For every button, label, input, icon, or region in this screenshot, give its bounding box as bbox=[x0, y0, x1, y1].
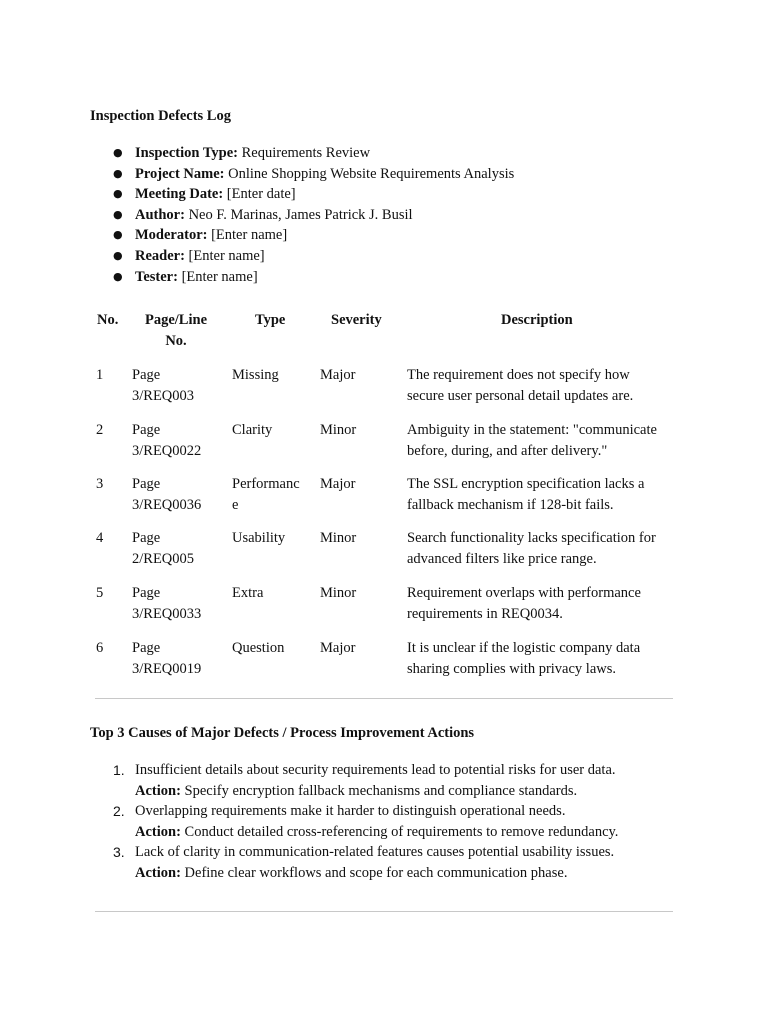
bullet-icon: ● bbox=[113, 269, 123, 283]
cell-page: Page 3/REQ003 bbox=[132, 367, 195, 404]
causes-title: Top 3 Causes of Major Defects / Process Improvement Actions bbox=[90, 725, 475, 741]
cell-page: Page 3/REQ0033 bbox=[132, 585, 202, 622]
divider bbox=[95, 911, 673, 912]
cell-type: Extra bbox=[232, 585, 264, 601]
col-header-description: Description bbox=[501, 312, 573, 328]
cell-severity: Major bbox=[320, 476, 356, 492]
bullet-icon: ● bbox=[113, 187, 123, 201]
bullet-icon: ● bbox=[113, 248, 123, 262]
page-title: Inspection Defects Log bbox=[90, 108, 231, 124]
cell-description: The requirement does not specify how secure user personal detail updates are. bbox=[407, 367, 634, 404]
cell-severity: Major bbox=[320, 367, 356, 383]
col-header-type: Type bbox=[255, 312, 286, 328]
cell-no: 1 bbox=[96, 367, 104, 383]
cell-no: 6 bbox=[96, 640, 104, 656]
col-header-severity: Severity bbox=[331, 312, 382, 328]
bullet-icon: ● bbox=[113, 228, 123, 242]
bullet-icon: ● bbox=[113, 207, 123, 221]
cell-description: Search functionality lacks specification for advanced filters like price range. bbox=[407, 530, 656, 567]
meta-item-author: ● Author: Neo F. Marinas, James Patrick J. Busil bbox=[113, 205, 514, 226]
cell-type: Usability bbox=[232, 530, 286, 546]
meta-item-tester: ● Tester: [Enter name] bbox=[113, 267, 514, 288]
meta-item-inspection-type: ● Inspection Type: Requirements Review bbox=[113, 143, 514, 164]
list-number: 1. bbox=[113, 762, 125, 778]
list-number: 3. bbox=[113, 844, 125, 861]
cell-type: Performanc e bbox=[232, 476, 300, 513]
meta-item-reader: ● Reader: [Enter name] bbox=[113, 246, 514, 267]
cell-description: Requirement overlaps with performance requirements in REQ0034. bbox=[407, 585, 641, 622]
bullet-icon: ● bbox=[113, 166, 123, 180]
list-number: 2. bbox=[113, 803, 125, 820]
cell-description: It is unclear if the logistic company data sharing complies with privacy laws. bbox=[407, 640, 641, 677]
cause-item: 3. Lack of clarity in communication-related features causes potential usability issues. Action: Define clear workflows and scope for each communication phase. bbox=[113, 844, 615, 881]
cell-severity: Major bbox=[320, 640, 356, 656]
cell-no: 4 bbox=[96, 530, 104, 546]
cell-page: Page 3/REQ0019 bbox=[132, 640, 202, 677]
cell-description: The SSL encryption specification lacks a fallback mechanism if 128-bit fails. bbox=[407, 476, 645, 513]
cell-no: 5 bbox=[96, 585, 104, 601]
cell-page: Page 3/REQ0036 bbox=[132, 476, 202, 513]
cell-no: 2 bbox=[96, 422, 104, 438]
cell-page: Page 2/REQ005 bbox=[132, 530, 195, 567]
causes-list bbox=[113, 760, 618, 884]
bullet-icon: ● bbox=[113, 146, 123, 159]
cell-severity: Minor bbox=[320, 530, 357, 546]
meta-item-meeting-date: ● Meeting Date: [Enter date] bbox=[113, 184, 514, 205]
divider bbox=[95, 698, 673, 699]
cell-type: Question bbox=[232, 640, 285, 656]
inspection-meta-list bbox=[113, 143, 514, 287]
cause-item: 2. Overlapping requirements make it harder to distinguish operational needs. Action: Conduct detailed cross-referencing of requirements to remove redundancy. bbox=[113, 803, 619, 840]
cell-description: Ambiguity in the statement: "communicate before, during, and after delivery." bbox=[407, 422, 657, 459]
cell-no: 3 bbox=[96, 476, 104, 492]
cause-item: 1. Insufficient details about security requirements lead to potential risks for user data. Action: Specify encryption fallback mechanisms and compliance standards. bbox=[113, 762, 616, 799]
cell-severity: Minor bbox=[320, 422, 357, 438]
cell-type: Missing bbox=[232, 367, 279, 383]
cell-severity: Minor bbox=[320, 585, 357, 601]
cell-page: Page 3/REQ0022 bbox=[132, 422, 202, 459]
meta-item-project-name: ● Project Name: Online Shopping Website Requirements Analysis bbox=[113, 164, 514, 185]
col-header-no: No. bbox=[97, 312, 119, 328]
col-header-page-line: Page/Line No. bbox=[144, 312, 208, 349]
meta-item-moderator: ● Moderator: [Enter name] bbox=[113, 225, 514, 246]
cell-type: Clarity bbox=[232, 422, 273, 438]
